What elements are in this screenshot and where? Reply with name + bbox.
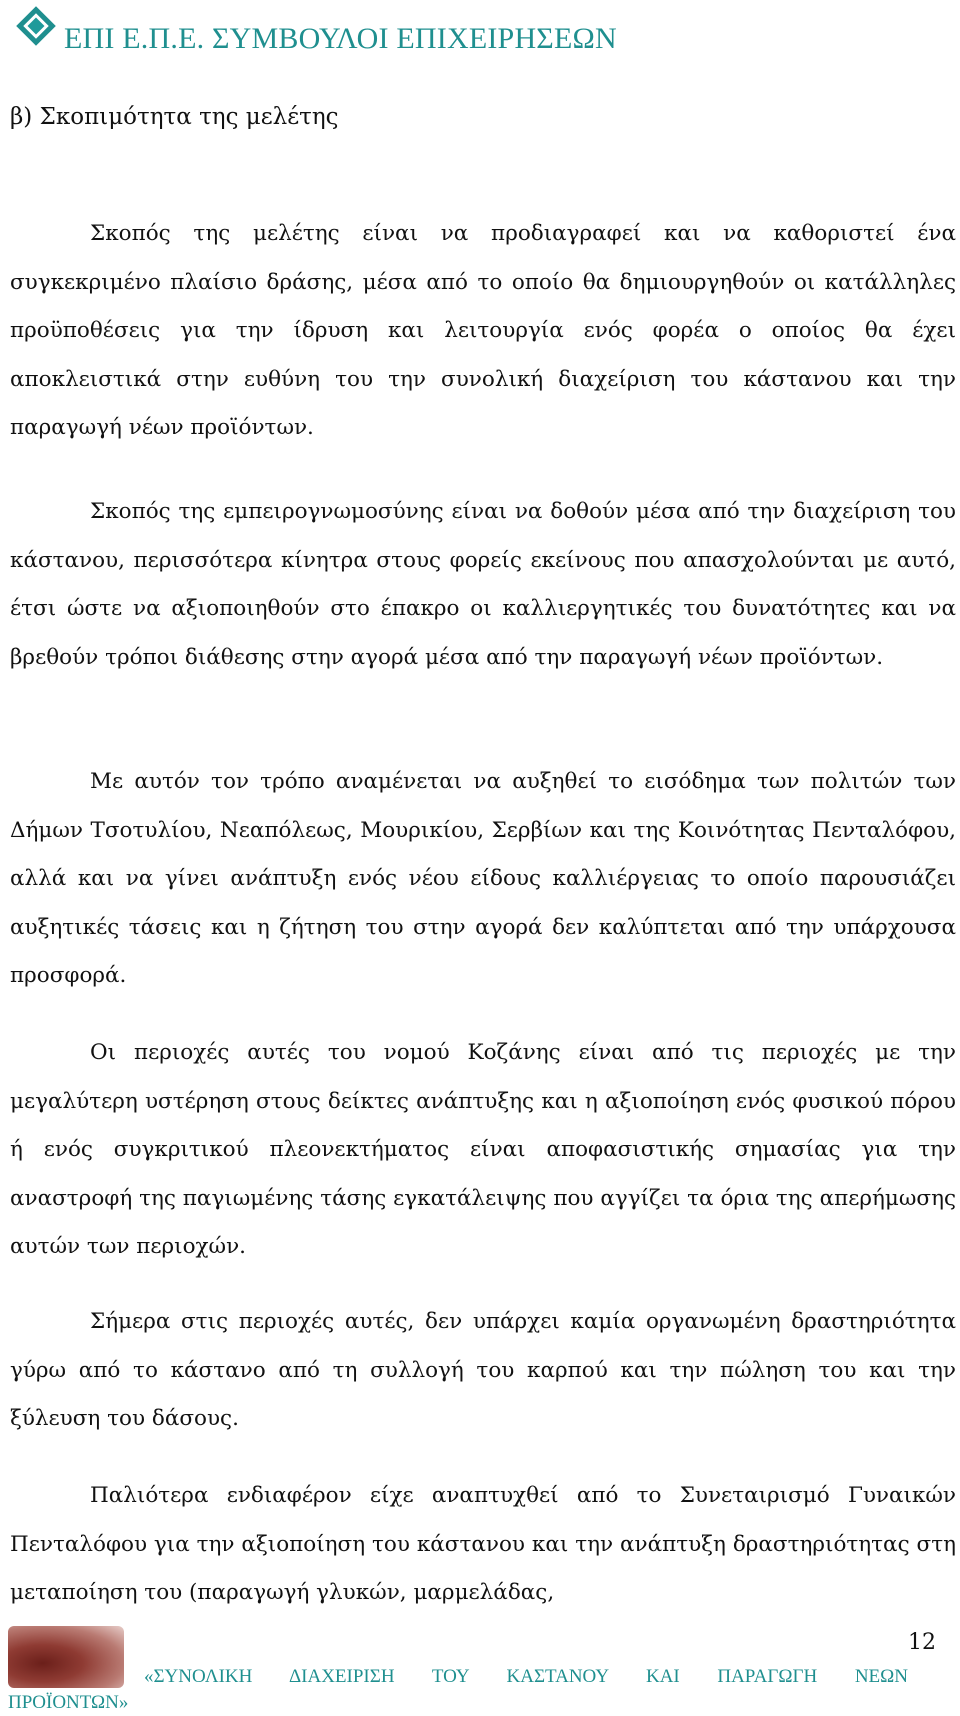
page-number: 12 <box>908 1630 936 1655</box>
company-logo-icon <box>16 6 56 46</box>
company-name: ΕΠΙ Ε.Π.Ε. ΣΥΜΒΟΥΛΟΙ ΕΠΙΧΕΙΡΗΣΕΩΝ <box>64 22 617 55</box>
paragraph-3: Με αυτόν τον τρόπο αναμένεται να αυξηθεί το εισόδημα των πολιτών των Δήμων Τσοτυλίου, Νεαπόλεως, Μουρικίου, Σερβίων και της Κοινότητας Πενταλόφου, αλλά και να γίνει ανάπτυξη ενός νέου είδους καλλιέργειας το οποίο παρουσιάζει αυξητικές τάσεις και η ζήτηση του στην αγορά δεν καλύπτεται από την υπάρχουσα προσφορά. <box>10 769 956 989</box>
paragraph-1: Σκοπός της μελέτης είναι να προδιαγραφεί και να καθοριστεί ένα συγκεκριμένο πλαίσιο δράσης, μέσα από το οποίο θα δημιουργηθούν οι κατάλληλες προϋποθέσεις για την ίδρυση και λειτουργία ενός φορέα ο οποίος θα έχει αποκλειστικά στην ευθύνη του την συνολική διαχείριση του κάστανου και την παραγωγή νέων προϊόντων. <box>10 221 956 441</box>
paragraph-2: Σκοπός της εμπειρογνωμοσύνης είναι να δοθούν μέσα από την διαχείριση του κάστανου, περισσότερα κίνητρα στους φορείς εκείνους που απασχολούνται με αυτό, έτσι ώστε να αξιοποιηθούν στο έπακρο οι καλλιεργητικές του δυνατότητες και να βρεθούν τρόποι διάθεσης στην αγορά μέσα από την παραγωγή νέων προϊόντων. <box>10 499 956 670</box>
project-title: «ΣΥΝΟΛΙΚΗ ΔΙΑΧΕΙΡΙΣΗ ΤΟΥ ΚΑΣΤΑΝΟΥ ΚΑΙ ΠΑΡΑΓΩΓΗ ΝΕΩΝ ΠΡΟΪΟΝΤΩΝ» <box>8 1666 908 1713</box>
paragraph-5: Σήμερα στις περιοχές αυτές, δεν υπάρχει καμία οργανωμένη δραστηριότητα γύρω από το κάστανο από τη συλλογή του καρπού και την πώληση του και την ξύλευση του δάσους. <box>10 1309 956 1432</box>
page-footer <box>0 1620 960 1712</box>
paragraph-4: Οι περιοχές αυτές του νομού Κοζάνης είναι από τις περιοχές με την μεγαλύτερη υστέρηση στους δείκτες ανάπτυξης και η αξιοποίηση ενός φυσικού πόρου ή ενός συγκριτικού πλεονεκτήματος είναι αποφασιστικής σημασίας για την αναστροφή της παγιωμένης τάσης εγκατάλειψης που αγγίζει τα όρια της απερήμωσης αυτών των περιοχών. <box>10 1040 956 1260</box>
paragraph-6: Παλιότερα ενδιαφέρον είχε αναπτυχθεί από το Συνεταιρισμό Γυναικών Πενταλόφου για την αξιοποίηση του κάστανου και την ανάπτυξη δραστηριότητας στη μεταποίηση του (παραγωγή γλυκών, μαρμελάδας, <box>10 1483 956 1606</box>
section-title: β) Σκοπιμότητα της μελέτης <box>10 104 339 130</box>
page-header <box>8 4 948 56</box>
